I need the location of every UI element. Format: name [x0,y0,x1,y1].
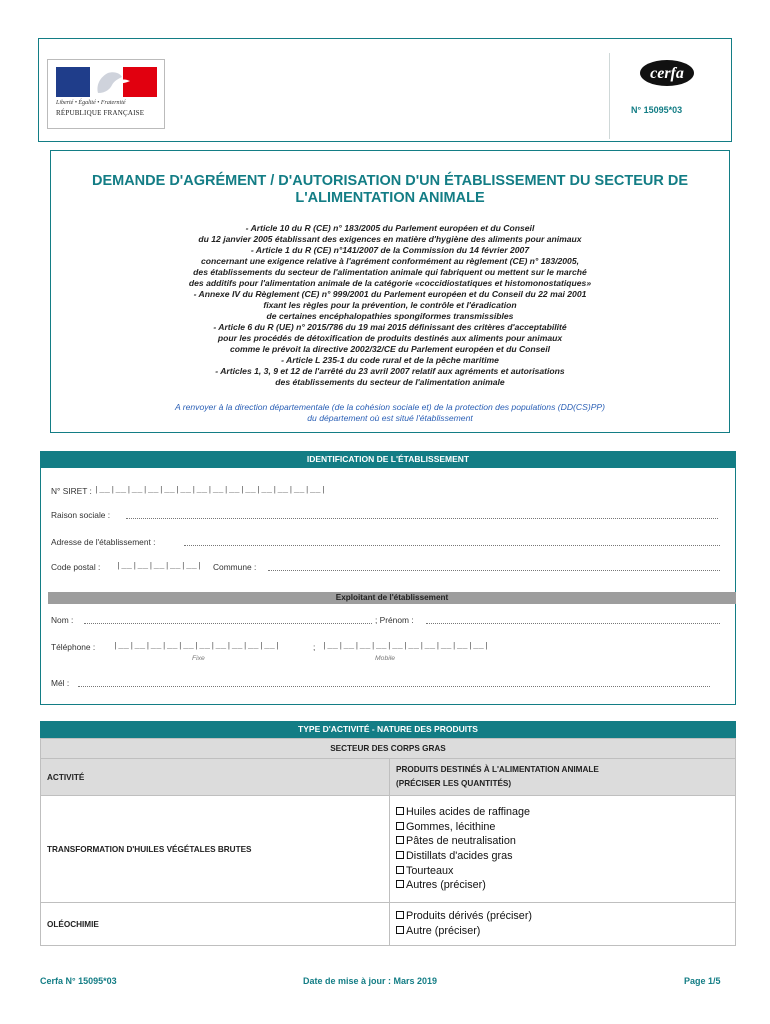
cerfa-logo-icon [639,59,695,87]
republic-motto: Liberté • Égalité • Fraternité [56,100,126,106]
title-box [50,150,730,433]
title-line-1: DEMANDE D'AGRÉMENT / D'AUTORISATION D'UN ÉTABLISSEMENT DU SECTEUR DE [91,173,688,189]
send-line-1: A renvoyer à la direction départementale (de la cohésion sociale et) de la protection des populations (DD(CS)PP) [174,402,606,412]
activity-column-header: ACTIVITÉ [41,759,390,796]
product-option[interactable] [396,849,729,864]
adresse-label: Adresse de l'établissement : [51,537,156,547]
nom-label: Nom : [51,615,74,625]
activity-name: OLÉOCHIMIE [41,903,390,946]
siret-input[interactable]: |__|__|__|__|__|__|__|__|__|__|__|__|__|__| [94,485,327,495]
send-instructions [51,402,729,424]
telephone-fixe-input[interactable]: |__|__|__|__|__|__|__|__|__|__| [113,641,281,651]
mobile-label: Mobile [375,655,396,662]
telephone-label: Téléphone : [51,642,96,652]
send-line-2: du département où est situé l'établissement [307,413,473,423]
code-postal-input[interactable]: |__|__|__|__|__| [116,561,203,571]
footer-cerfa: Cerfa N° 15095*03 [40,976,117,986]
republic-logo [47,59,165,129]
reference-line: - Article 6 du R (UE) n° 2015/786 du 19 mai 2015 définissant des critères d'acceptabilité [213,322,567,332]
products-cell [390,796,736,903]
reference-line: - Annexe IV du Règlement (CE) n° 999/2001 du Parlement européen et du Conseil du 22 mai 2001 [193,289,587,299]
page-title [51,173,729,207]
mel-field[interactable] [78,686,710,687]
reference-line: - Article L 235-1 du code rural et de la pêche maritime [281,355,499,365]
checkbox-icon[interactable] [396,851,404,859]
reference-line: - Article 1 du R (CE) n°141/2007 de la Commission du 14 février 2007 [250,245,530,255]
reference-line: fixant les règles pour la prévention, le contrôle et l'éradication [263,300,517,310]
reference-line: de certaines encéphalopathies spongiformes transmissibles [266,311,514,321]
cerfa-number: N° 15095*03 [631,105,683,115]
product-option[interactable] [396,820,729,835]
reference-line: des additifs pour l'alimentation animale de la catégorie «coccidiostatiques et histomonostatiques» [188,278,592,288]
reference-line: concernant une exigence relative à l'agrément conformément au règlement (CE) n° 183/2005, [200,256,579,266]
product-option[interactable] [396,909,729,924]
nom-field[interactable] [84,623,372,624]
raison-sociale-field[interactable] [126,518,718,519]
telephone-separator: ; [313,642,316,652]
reference-line: - Article 10 du R (CE) n° 183/2005 du Parlement européen et du Conseil [245,223,535,233]
products-cell [390,903,736,946]
product-option[interactable] [396,864,729,879]
checkbox-icon[interactable] [396,880,404,888]
product-label: Distillats d'acides gras [406,850,513,862]
table-row [41,796,736,903]
prenom-field[interactable] [426,623,720,624]
reference-line: du 12 janvier 2005 établissant des exigences en matière d'hygiène des aliments pour animaux [198,234,582,244]
header-separator [609,53,610,139]
fixe-label: Fixe [192,655,205,662]
checkbox-icon[interactable] [396,807,404,815]
raison-sociale-label: Raison sociale : [51,510,111,520]
product-label: Tourteaux [406,864,454,877]
product-label: Autres (préciser) [406,879,486,892]
commune-label: Commune : [213,562,257,572]
product-option[interactable] [396,924,729,939]
product-option[interactable] [396,878,729,893]
activity-name: TRANSFORMATION D'HUILES VÉGÉTALES BRUTES [41,796,390,903]
sector-header: SECTEUR DES CORPS GRAS [41,739,736,759]
commune-field[interactable] [268,570,720,571]
marianne-logo-icon [56,67,157,97]
activity-table [40,738,736,946]
reference-line: des établissements du secteur de l'alimentation animale [275,377,505,387]
prenom-label: ; Prénom : [375,615,414,625]
product-label: Huiles acides de raffinage [406,806,531,819]
footer-date: Date de mise à jour : Mars 2019 [303,976,438,986]
code-postal-label: Code postal : [51,562,101,572]
products-header-line-1: PRODUITS DESTINÉS À L'ALIMENTATION ANIMALE [396,765,599,774]
table-row [41,903,736,946]
header-box [38,38,732,142]
exploitant-header: Exploitant de l'établissement [48,592,736,604]
products-header-line-2: (PRÉCISER LES QUANTITÉS) [396,779,512,788]
products-column-header [390,759,736,796]
identification-section [40,467,736,705]
adresse-field[interactable] [184,545,720,546]
reference-line: des établissements du secteur de l'alimentation animale qui fabriquent ou mettent sur le marché [193,267,587,277]
product-label: Autre (préciser) [406,925,481,937]
product-option[interactable] [396,805,729,820]
product-label: Produits dérivés (préciser) [406,910,533,923]
product-label: Gommes, lécithine [406,820,496,833]
cerfa-logo-text: cerfa [650,65,684,82]
footer-page: Page 1/5 [684,976,721,986]
telephone-mobile-input[interactable]: |__|__|__|__|__|__|__|__|__|__| [322,641,490,651]
republic-name: RÉPUBLIQUE FRANÇAISE [56,109,145,117]
product-option[interactable] [396,834,729,849]
title-line-2: L'ALIMENTATION ANIMALE [295,190,485,206]
identification-header: IDENTIFICATION DE L'ÉTABLISSEMENT [40,451,736,468]
siret-label: N° SIRET : [51,486,92,496]
checkbox-icon[interactable] [396,866,404,874]
checkbox-icon[interactable] [396,822,404,830]
checkbox-icon[interactable] [396,836,404,844]
product-label: Pâtes de neutralisation [406,835,516,848]
checkbox-icon[interactable] [396,926,404,934]
reference-line: pour les procédés de détoxification de produits destinés aux aliments pour animaux [217,333,563,343]
activity-header: TYPE D'ACTIVITÉ - NATURE DES PRODUITS [40,721,736,738]
checkbox-icon[interactable] [396,911,404,919]
legal-references [51,223,729,388]
mel-label: Mél : [51,678,70,688]
reference-line: - Articles 1, 3, 9 et 12 de l'arrêté du 23 avril 2007 relatif aux agréments et autorisations [215,366,565,376]
reference-line: comme le prévoit la directive 2002/32/CE du Parlement européen et du Conseil [230,344,550,354]
